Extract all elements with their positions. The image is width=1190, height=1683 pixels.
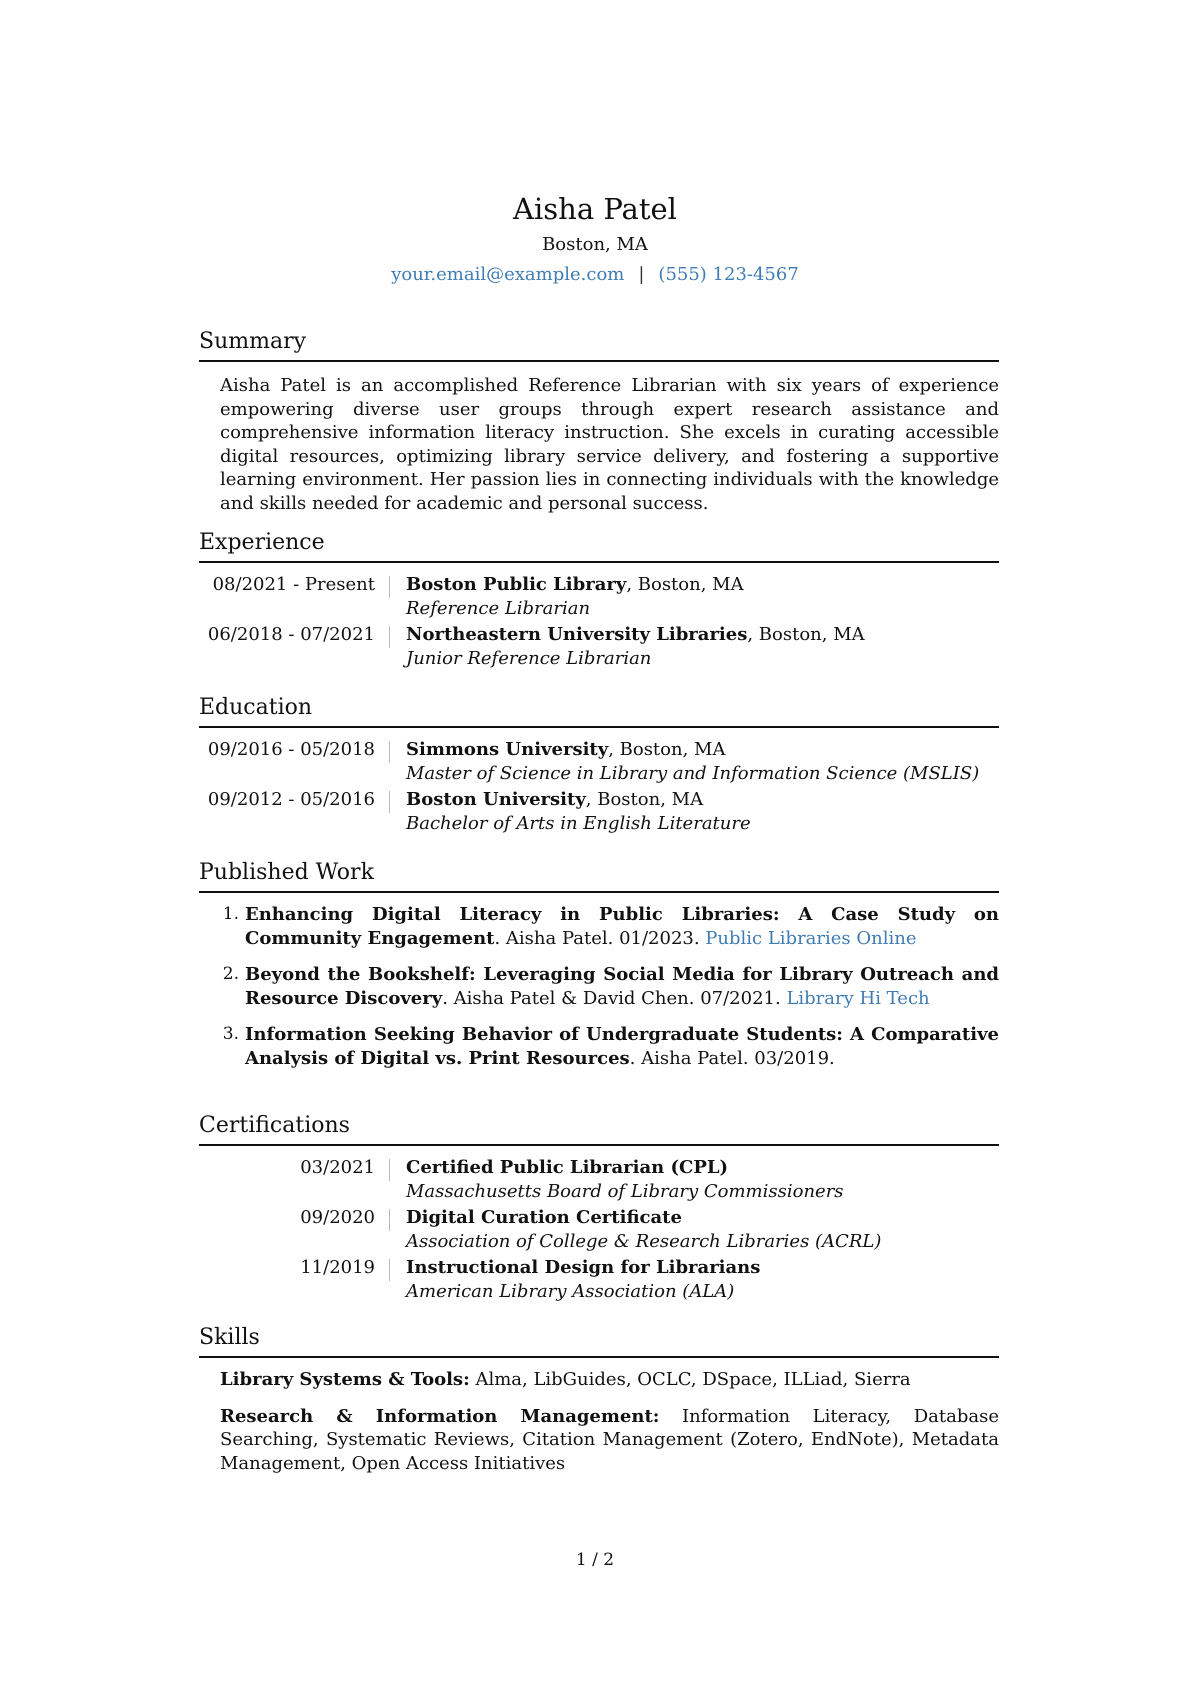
publication-title: Enhancing Digital Literacy in Public Libraries: A Case Study on Community Engagement (245, 904, 999, 949)
entry-date: 08/2021 - Present (212, 574, 375, 595)
publication-title: Information Seeking Behavior of Undergraduate Students: A Comparative Analysis of Digital vs. Print Resources (245, 1024, 999, 1069)
experience-list (199, 573, 999, 671)
publication-item (199, 1023, 999, 1070)
entry-details (390, 738, 979, 786)
entry-role: Reference Librarian (406, 598, 591, 619)
certification-name: Certified Public Librarian (CPL) (406, 1157, 729, 1178)
certification-issuer: Massachusetts Board of Library Commissioners (406, 1181, 844, 1202)
publication-number: 1. (222, 904, 239, 924)
entry-date: 09/2012 - 05/2016 (207, 789, 375, 810)
skill-group-values: Alma, LibGuides, OCLC, DSpace, ILLiad, Sierra (469, 1369, 911, 1390)
experience-entry (199, 573, 999, 621)
entry-institution: Boston University (406, 789, 586, 810)
certification-name: Digital Curation Certificate (406, 1207, 682, 1228)
experience-entry (199, 623, 999, 671)
entry-location: , Boston, MA (747, 624, 865, 645)
experience-heading: Experience (199, 529, 999, 563)
email-link[interactable]: your.email@example.com (391, 264, 625, 285)
skill-group-label: Library Systems & Tools: (220, 1369, 470, 1390)
education-heading: Education (199, 694, 999, 728)
certification-name: Instructional Design for Librarians (406, 1257, 761, 1278)
publication-list (199, 903, 999, 1070)
summary-heading: Summary (199, 328, 999, 362)
candidate-name: Aisha Patel (513, 192, 677, 226)
skill-group-values: Information Literacy, Database Searching, Systematic Reviews, Citation Management (Zotero, EndNote), Metadata Management, Open Access Initiatives (220, 1405, 999, 1474)
skill-group-label: Research & Information Management: (220, 1405, 660, 1427)
skill-group (220, 1368, 999, 1392)
summary-section (199, 328, 999, 515)
publication-venue-link[interactable]: Public Libraries Online (705, 927, 917, 949)
education-section (199, 694, 999, 836)
certifications-section (199, 1112, 999, 1304)
certification-entry (199, 1156, 999, 1204)
education-list (199, 738, 999, 836)
contact-line (0, 262, 1190, 288)
publication-number: 2. (222, 964, 239, 984)
entry-date: 03/2021 (300, 1157, 375, 1178)
resume-header (0, 190, 1190, 288)
entry-location: , Boston, MA (626, 574, 744, 595)
publication-item (199, 963, 999, 1010)
education-entry (199, 788, 999, 836)
summary-text: Aisha Patel is an accomplished Reference Librarian with six years of experience empowering diverse user groups through expert research assistance and comprehensive information literacy instruction. She excels in curating accessible digital resources, optimizing library service delivery, and fostering a supportive learning environment. Her passion lies in connecting individuals with the knowledge and skills needed for academic and personal success. (220, 375, 999, 514)
certification-entry (199, 1206, 999, 1254)
publication-title: Beyond the Bookshelf: Leveraging Social Media for Library Outreach and Resource Discovery (245, 964, 999, 1009)
entry-role: Junior Reference Librarian (406, 648, 652, 669)
education-entry (199, 738, 999, 786)
entry-date: 09/2016 - 05/2018 (207, 739, 375, 760)
entry-location: , Boston, MA (585, 789, 704, 810)
publication-meta: . Aisha Patel. 03/2019. (629, 1047, 835, 1069)
published-work-heading: Published Work (199, 859, 999, 893)
publication-text (245, 1023, 999, 1070)
published-work-section (199, 859, 999, 1083)
publication-number: 3. (222, 1024, 239, 1044)
certification-list (199, 1156, 999, 1304)
skills-heading: Skills (199, 1324, 999, 1358)
publication-meta: . Aisha Patel. 01/2023. (494, 927, 706, 949)
contact-separator: | (638, 264, 645, 285)
publication-text (245, 963, 999, 1010)
certification-entry (199, 1256, 999, 1304)
skill-group (220, 1405, 999, 1476)
publication-text (245, 903, 999, 950)
phone-link[interactable]: (555) 123-4567 (658, 264, 799, 285)
certifications-heading: Certifications (199, 1112, 999, 1146)
entry-location: , Boston, MA (608, 739, 726, 760)
publication-item (199, 903, 999, 950)
publication-venue-link[interactable]: Library Hi Tech (786, 987, 930, 1009)
entry-details (390, 1256, 760, 1304)
entry-details (390, 573, 744, 621)
publication-meta: . Aisha Patel & David Chen. 07/2021. (442, 987, 787, 1009)
entry-details (390, 1206, 881, 1254)
entry-organization: Northeastern University Libraries (406, 624, 748, 645)
candidate-location: Boston, MA (542, 234, 648, 255)
entry-details (390, 1156, 844, 1204)
entry-degree: Bachelor of Arts in English Literature (406, 813, 751, 834)
entry-date: 09/2020 (300, 1207, 375, 1228)
entry-details (390, 788, 751, 836)
entry-date: 11/2019 (300, 1257, 375, 1278)
experience-section (199, 529, 999, 671)
entry-date: 06/2018 - 07/2021 (207, 624, 375, 645)
certification-issuer: American Library Association (ALA) (406, 1281, 735, 1302)
entry-organization: Boston Public Library (406, 574, 627, 595)
entry-degree: Master of Science in Library and Information Science (MSLIS) (406, 763, 980, 784)
skills-section (199, 1324, 999, 1475)
page-number: 1 / 2 (575, 1550, 615, 1570)
entry-institution: Simmons University (406, 739, 609, 760)
entry-details (390, 623, 865, 671)
certification-issuer: Association of College & Research Libraries (ACRL) (406, 1231, 882, 1252)
